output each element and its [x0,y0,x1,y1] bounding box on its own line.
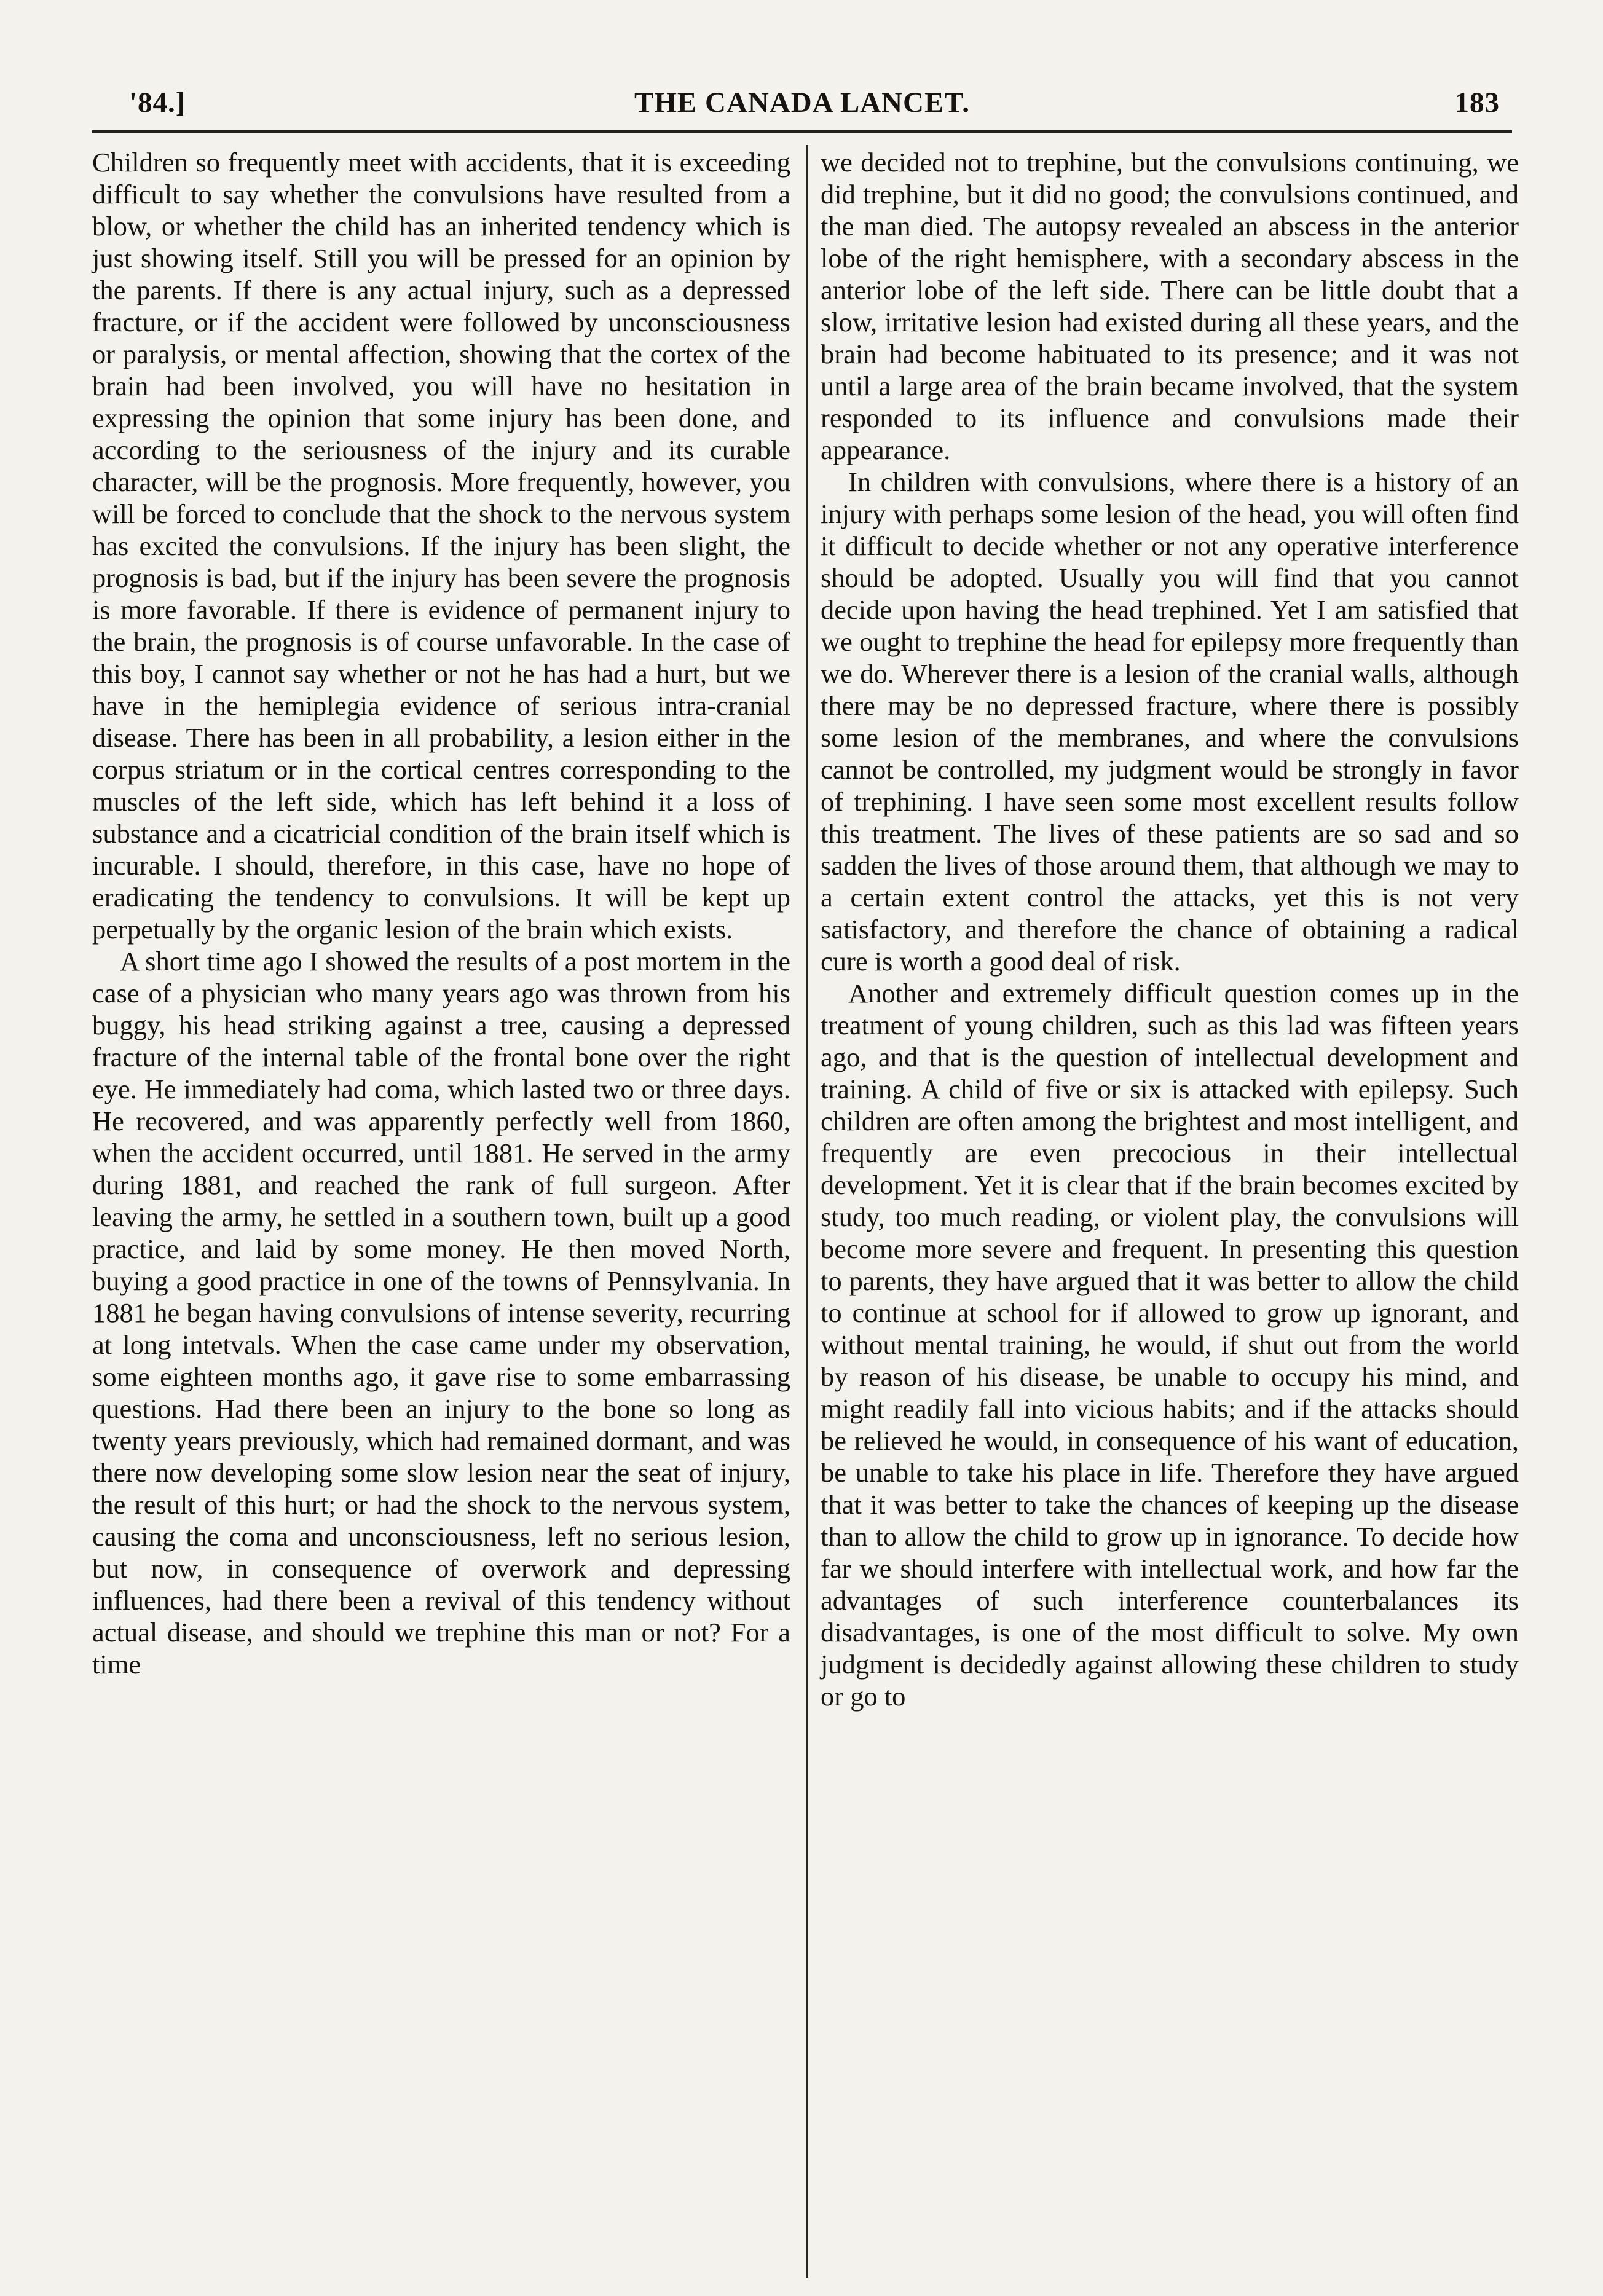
journal-title: THE CANADA LANCET. [634,87,970,119]
column-divider [806,145,808,2278]
header-rule [92,130,1512,133]
right-paragraph-1: we decided not to trephine, but the convulsions continuing, we did trephine, but it did no good; the convulsions continued, and the man died. The autopsy revealed an abscess in the anterior lobe of the right hemisphere, with a secondary abscess in the anterior lobe of the left side. There can be little doubt that a slow, irritative lesion had existed during all these years, and the brain had become habituated to its presence; and it was not until a large area of the brain became involved, that the system responded to its influence and convulsions made their appearance. [821,147,1519,465]
right-paragraph-3: Another and extremely difficult question comes up in the treatment of young children, such as this lad was fifteen years ago, and that is the question of intellectual development and training. A child of five or six is attacked with epilepsy. Such children are often among the brightest and most intelligent, and frequently are even precocious in their intellectual development. Yet it is clear that if the brain becomes excited by study, too much reading, or violent play, the convulsions will become more severe and frequent. In presenting this question to parents, they have argued that it was better to allow the child to continue at school for if allowed to grow up ignorant, and without mental training, he would, if shut out from the world by reason of his disease, be unable to occupy his mind, and might readily fall into vicious habits; and if the attacks should be relieved he would, in consequence of his want of education, be unable to take his place in life. Therefore they have argued that it was better to take the chances of keeping up the disease than to allow the child to grow up in ignorance. To decide how far we should interfere with intellectual work, and how far the advantages of such interference counterbalances its disadvantages, is one of the most difficult to solve. My own judgment is decidedly against allowing these children to study or go to [821,978,1519,1712]
running-header [92,80,1512,123]
page-number: 183 [1454,87,1500,119]
left-column [92,146,790,1680]
left-paragraph-2: A short time ago I showed the results of a post mortem in the case of a physician who many years ago was thrown from his buggy, his head striking against a tree, causing a depressed fracture of the internal table of the frontal bone over the right eye. He immediately had coma, which lasted two or three days. He recovered, and was apparently perfectly well from 1860, when the accident occurred, until 1881. He served in the army during 1881, and reached the rank of full surgeon. After leaving the army, he settled in a southern town, built up a good practice, and laid by some money. He then moved North, buying a good practice in one of the towns of Pennsylvania. In 1881 he began having convulsions of intense severity, recurring at long intetvals. When the case came under my observation, some eighteen months ago, it gave rise to some embarrassing questions. Had there been an injury to the bone so long as twenty years previously, which had remained dormant, and was there now developing some slow lesion near the seat of injury, the result of this hurt; or had the shock to the nervous system, causing the coma and unconsciousness, left no serious lesion, but now, in consequence of overwork and depressing influences, had there been a revival of this tendency without actual disease, and should we trephine this man or not? For a time [92,946,790,1680]
header-year: '84.] [129,87,186,119]
right-column [821,146,1519,1712]
right-paragraph-2: In children with convulsions, where there is a history of an injury with perhaps some lesion of the head, you will often find it difficult to decide whether or not any operative interference should be adopted. Usually you will find that you cannot decide upon having the head trephined. Yet I am satisfied that we ought to trephine the head for epilepsy more frequently than we do. Wherever there is a lesion of the cranial walls, although there may be no depressed fracture, where there is possibly some lesion of the membranes, and where the convulsions cannot be controlled, my judgment would be strongly in favor of trephining. I have seen some most excellent results follow this treatment. The lives of these patients are so sad and so sadden the lives of those around them, that although we may to a certain extent control the attacks, yet this is not very satisfactory, and therefore the chance of obtaining a radical cure is worth a good deal of risk. [821,466,1519,977]
left-paragraph-1: Children so frequently meet with accidents, that it is exceeding difficult to say whether the convulsions have resulted from a blow, or whether the child has an inherited tendency which is just showing itself. Still you will be pressed for an opinion by the parents. If there is any actual injury, such as a depressed fracture, or if the accident were followed by unconsciousness or paralysis, or mental affection, showing that the cortex of the brain had been involved, you will have no hesitation in expressing the opinion that some injury has been done, and according to the seriousness of the injury and its curable character, will be the prognosis. More frequently, however, you will be forced to conclude that the shock to the nervous system has excited the convulsions. If the injury has been slight, the prognosis is bad, but if the injury has been severe the prognosis is more favorable. If there is evidence of permanent injury to the brain, the prognosis is of course unfavorable. In the case of this boy, I cannot say whether or not he has had a hurt, but we have in the hemiplegia evidence of serious intra-cranial disease. There has been in all probability, a lesion either in the corpus striatum or in the cortical centres corresponding to the muscles of the left side, which has left behind it a loss of substance and a cicatricial condition of the brain itself which is incurable. I should, therefore, in this case, have no hope of eradicating the tendency to convulsions. It will be kept up perpetually by the organic lesion of the brain which exists. [92,147,790,945]
